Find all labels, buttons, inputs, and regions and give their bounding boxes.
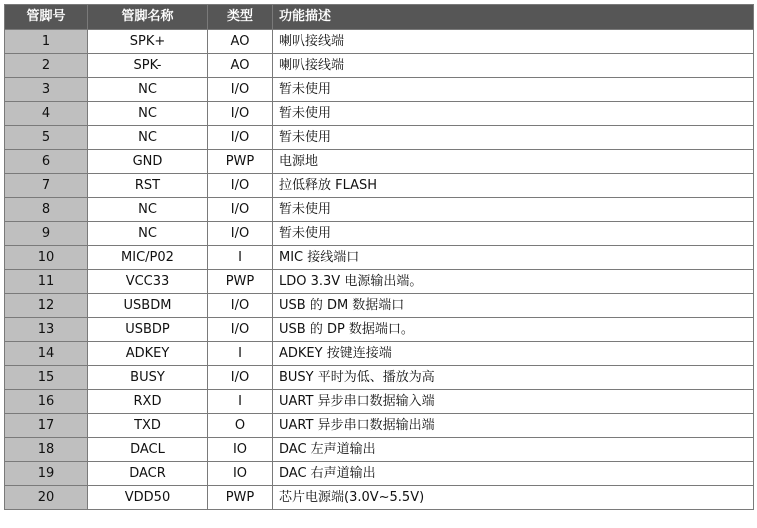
cell-pin: 10 <box>5 246 88 270</box>
cell-desc: USB 的 DP 数据端口。 <box>273 318 754 342</box>
cell-desc: 暂未使用 <box>273 222 754 246</box>
table-row <box>5 342 754 366</box>
cell-pin: 3 <box>5 78 88 102</box>
cell-desc: UART 异步串口数据输入端 <box>273 390 754 414</box>
cell-name: VCC33 <box>88 270 208 294</box>
table-row <box>5 30 754 54</box>
cell-pin: 17 <box>5 414 88 438</box>
table-row <box>5 102 754 126</box>
cell-type: PWP <box>208 270 273 294</box>
table-row <box>5 462 754 486</box>
cell-type: I/O <box>208 366 273 390</box>
cell-desc: 喇叭接线端 <box>273 54 754 78</box>
cell-name: DACL <box>88 438 208 462</box>
cell-pin: 13 <box>5 318 88 342</box>
cell-desc: LDO 3.3V 电源输出端。 <box>273 270 754 294</box>
table-row <box>5 126 754 150</box>
header-type: 类型 <box>208 5 273 30</box>
cell-pin: 2 <box>5 54 88 78</box>
table-row <box>5 366 754 390</box>
cell-type: AO <box>208 54 273 78</box>
table-row <box>5 270 754 294</box>
cell-desc: 暂未使用 <box>273 126 754 150</box>
cell-type: I/O <box>208 102 273 126</box>
cell-name: USBDM <box>88 294 208 318</box>
pin-table <box>4 4 754 510</box>
cell-name: BUSY <box>88 366 208 390</box>
cell-desc: 暂未使用 <box>273 102 754 126</box>
cell-type: PWP <box>208 486 273 510</box>
cell-name: SPK- <box>88 54 208 78</box>
header-desc: 功能描述 <box>273 5 754 30</box>
cell-type: PWP <box>208 150 273 174</box>
cell-desc: 拉低释放 FLASH <box>273 174 754 198</box>
cell-type: I/O <box>208 174 273 198</box>
cell-pin: 6 <box>5 150 88 174</box>
cell-pin: 7 <box>5 174 88 198</box>
cell-name: NC <box>88 102 208 126</box>
cell-desc: 喇叭接线端 <box>273 30 754 54</box>
table-row <box>5 390 754 414</box>
cell-type: I/O <box>208 198 273 222</box>
cell-desc: ADKEY 按键连接端 <box>273 342 754 366</box>
cell-name: RST <box>88 174 208 198</box>
cell-name: NC <box>88 126 208 150</box>
cell-type: I/O <box>208 318 273 342</box>
cell-desc: 暂未使用 <box>273 78 754 102</box>
cell-desc: 暂未使用 <box>273 198 754 222</box>
cell-pin: 11 <box>5 270 88 294</box>
cell-desc: USB 的 DM 数据端口 <box>273 294 754 318</box>
cell-pin: 5 <box>5 126 88 150</box>
cell-type: I <box>208 246 273 270</box>
cell-desc: BUSY 平时为低、播放为高 <box>273 366 754 390</box>
cell-name: RXD <box>88 390 208 414</box>
table-row <box>5 198 754 222</box>
table-row <box>5 54 754 78</box>
cell-pin: 15 <box>5 366 88 390</box>
table-row <box>5 414 754 438</box>
cell-type: I <box>208 342 273 366</box>
cell-desc: MIC 接线端口 <box>273 246 754 270</box>
cell-name: NC <box>88 78 208 102</box>
cell-type: IO <box>208 438 273 462</box>
table-row <box>5 294 754 318</box>
cell-pin: 14 <box>5 342 88 366</box>
table-row <box>5 222 754 246</box>
table-row <box>5 438 754 462</box>
cell-desc: DAC 左声道输出 <box>273 438 754 462</box>
cell-name: TXD <box>88 414 208 438</box>
cell-type: AO <box>208 30 273 54</box>
cell-name: VDD50 <box>88 486 208 510</box>
cell-desc: UART 异步串口数据输出端 <box>273 414 754 438</box>
table-row <box>5 174 754 198</box>
cell-pin: 12 <box>5 294 88 318</box>
cell-desc: 电源地 <box>273 150 754 174</box>
cell-pin: 8 <box>5 198 88 222</box>
cell-name: GND <box>88 150 208 174</box>
cell-name: DACR <box>88 462 208 486</box>
cell-type: I <box>208 390 273 414</box>
cell-name: USBDP <box>88 318 208 342</box>
table-header-row <box>5 5 754 30</box>
table-row <box>5 486 754 510</box>
table-row <box>5 246 754 270</box>
cell-type: IO <box>208 462 273 486</box>
cell-pin: 1 <box>5 30 88 54</box>
cell-type: I/O <box>208 126 273 150</box>
cell-pin: 16 <box>5 390 88 414</box>
cell-type: I/O <box>208 78 273 102</box>
cell-pin: 18 <box>5 438 88 462</box>
cell-name: NC <box>88 198 208 222</box>
cell-name: NC <box>88 222 208 246</box>
cell-desc: 芯片电源端(3.0V~5.5V) <box>273 486 754 510</box>
cell-pin: 19 <box>5 462 88 486</box>
cell-name: ADKEY <box>88 342 208 366</box>
header-pin: 管脚号 <box>5 5 88 30</box>
cell-pin: 4 <box>5 102 88 126</box>
table-row <box>5 78 754 102</box>
cell-name: SPK+ <box>88 30 208 54</box>
cell-name: MIC/P02 <box>88 246 208 270</box>
table-row <box>5 150 754 174</box>
table-row <box>5 318 754 342</box>
header-name: 管脚名称 <box>88 5 208 30</box>
cell-pin: 9 <box>5 222 88 246</box>
cell-pin: 20 <box>5 486 88 510</box>
cell-desc: DAC 右声道输出 <box>273 462 754 486</box>
cell-type: I/O <box>208 294 273 318</box>
cell-type: O <box>208 414 273 438</box>
cell-type: I/O <box>208 222 273 246</box>
